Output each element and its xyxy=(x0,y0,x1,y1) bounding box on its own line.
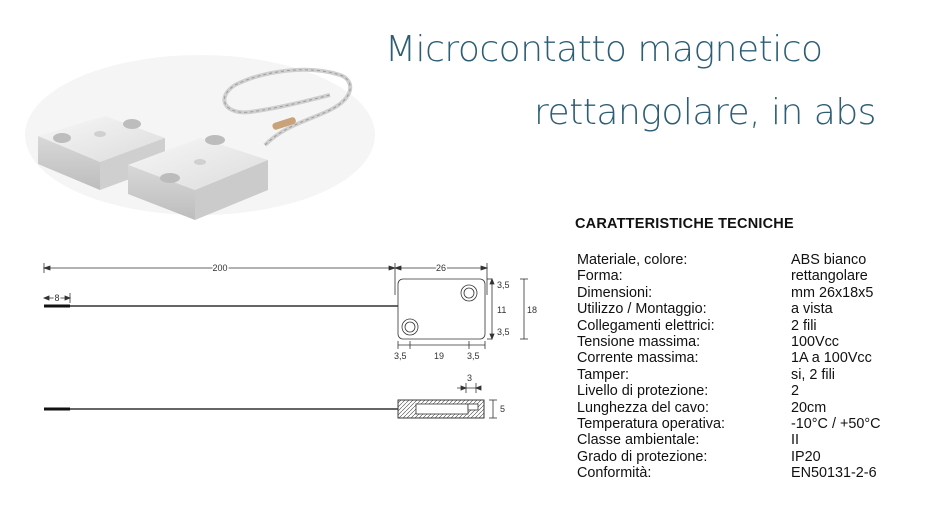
spec-row xyxy=(577,432,881,448)
spec-row xyxy=(577,301,881,317)
dim-body-length-label: 26 xyxy=(435,263,447,273)
spec-row xyxy=(577,318,881,334)
spec-value: II xyxy=(791,432,799,449)
spec-label: Classe ambientale: xyxy=(577,432,700,449)
body-side-view xyxy=(398,400,484,418)
spec-label: Lunghezza del cavo: xyxy=(577,399,710,416)
dim-body-height-label: 18 xyxy=(527,305,538,315)
spec-table xyxy=(577,252,881,481)
spec-row xyxy=(577,367,881,383)
spec-row xyxy=(577,400,881,416)
spec-heading: CARATTERISTICHE TECNICHE xyxy=(575,216,794,232)
spec-value: 20cm xyxy=(791,399,827,416)
spec-label: Conformità: xyxy=(577,465,652,482)
spec-label: Forma: xyxy=(577,268,623,285)
spec-value: rettangolare xyxy=(791,268,868,285)
dim-strip-length-label: 8 xyxy=(54,293,60,303)
spec-row xyxy=(577,416,881,432)
spec-row xyxy=(577,465,881,481)
spec-value: 2 fili xyxy=(791,317,817,334)
spec-label: Corrente massima: xyxy=(577,350,699,367)
spec-label: Grado di protezione: xyxy=(577,448,708,465)
technical-drawing xyxy=(30,255,570,455)
spec-row xyxy=(577,252,881,268)
spec-value: EN50131-2-6 xyxy=(791,465,877,482)
spec-value: 1A a 100Vcc xyxy=(791,350,872,367)
spec-label: Livello di protezione: xyxy=(577,383,709,400)
dim-hole-offset-bottom: 3,5 xyxy=(497,327,510,337)
spec-row xyxy=(577,449,881,465)
spec-label: Materiale, colore: xyxy=(577,252,688,268)
page-title-line-1: Microcontatto magnetico xyxy=(385,29,823,70)
spec-row xyxy=(577,334,881,350)
spec-label: Collegamenti elettrici: xyxy=(577,317,715,334)
spec-label: Tamper: xyxy=(577,366,629,383)
dim-cable-length xyxy=(44,263,395,295)
dim-body-height xyxy=(520,279,537,339)
dim-strip-length xyxy=(44,293,70,303)
spec-row xyxy=(577,350,881,366)
spec-row xyxy=(577,285,881,301)
body-top-view xyxy=(398,279,485,339)
spec-label: Dimensioni: xyxy=(577,284,653,301)
dim-hole-spacing-v: 11 xyxy=(497,305,507,315)
product-photo xyxy=(10,40,380,255)
spec-value: -10°C / +50°C xyxy=(791,415,881,432)
spec-value: ABS bianco xyxy=(791,252,867,268)
dim-hole-offset-left: 3,5 xyxy=(394,351,407,361)
spec-value: mm 26x18x5 xyxy=(791,284,874,301)
dim-recess-depth xyxy=(457,373,481,393)
spec-label: Temperatura operativa: xyxy=(577,415,725,432)
spec-label: Tensione massima: xyxy=(577,333,701,350)
dim-hole-spacing-h: 19 xyxy=(434,351,445,361)
spec-value: 2 xyxy=(791,383,800,400)
spec-value: si, 2 fili xyxy=(791,366,835,383)
dim-cable-length-label: 200 xyxy=(212,263,228,273)
dim-hole-offset-top: 3,5 xyxy=(497,280,510,290)
dim-body-thickness xyxy=(489,400,505,418)
dim-body-thickness-label: 5 xyxy=(500,404,506,414)
page-title-line-2: rettangolare, in abs xyxy=(534,92,876,133)
spec-row xyxy=(577,268,881,284)
dim-recess-depth-label: 3 xyxy=(467,373,473,383)
dim-hole-offset-right: 3,5 xyxy=(467,351,480,361)
spec-value: IP20 xyxy=(791,448,821,465)
spec-value: 100Vcc xyxy=(791,333,839,350)
spec-label: Utilizzo / Montaggio: xyxy=(577,301,707,318)
spec-row xyxy=(577,383,881,399)
spec-value: a vista xyxy=(791,301,833,318)
